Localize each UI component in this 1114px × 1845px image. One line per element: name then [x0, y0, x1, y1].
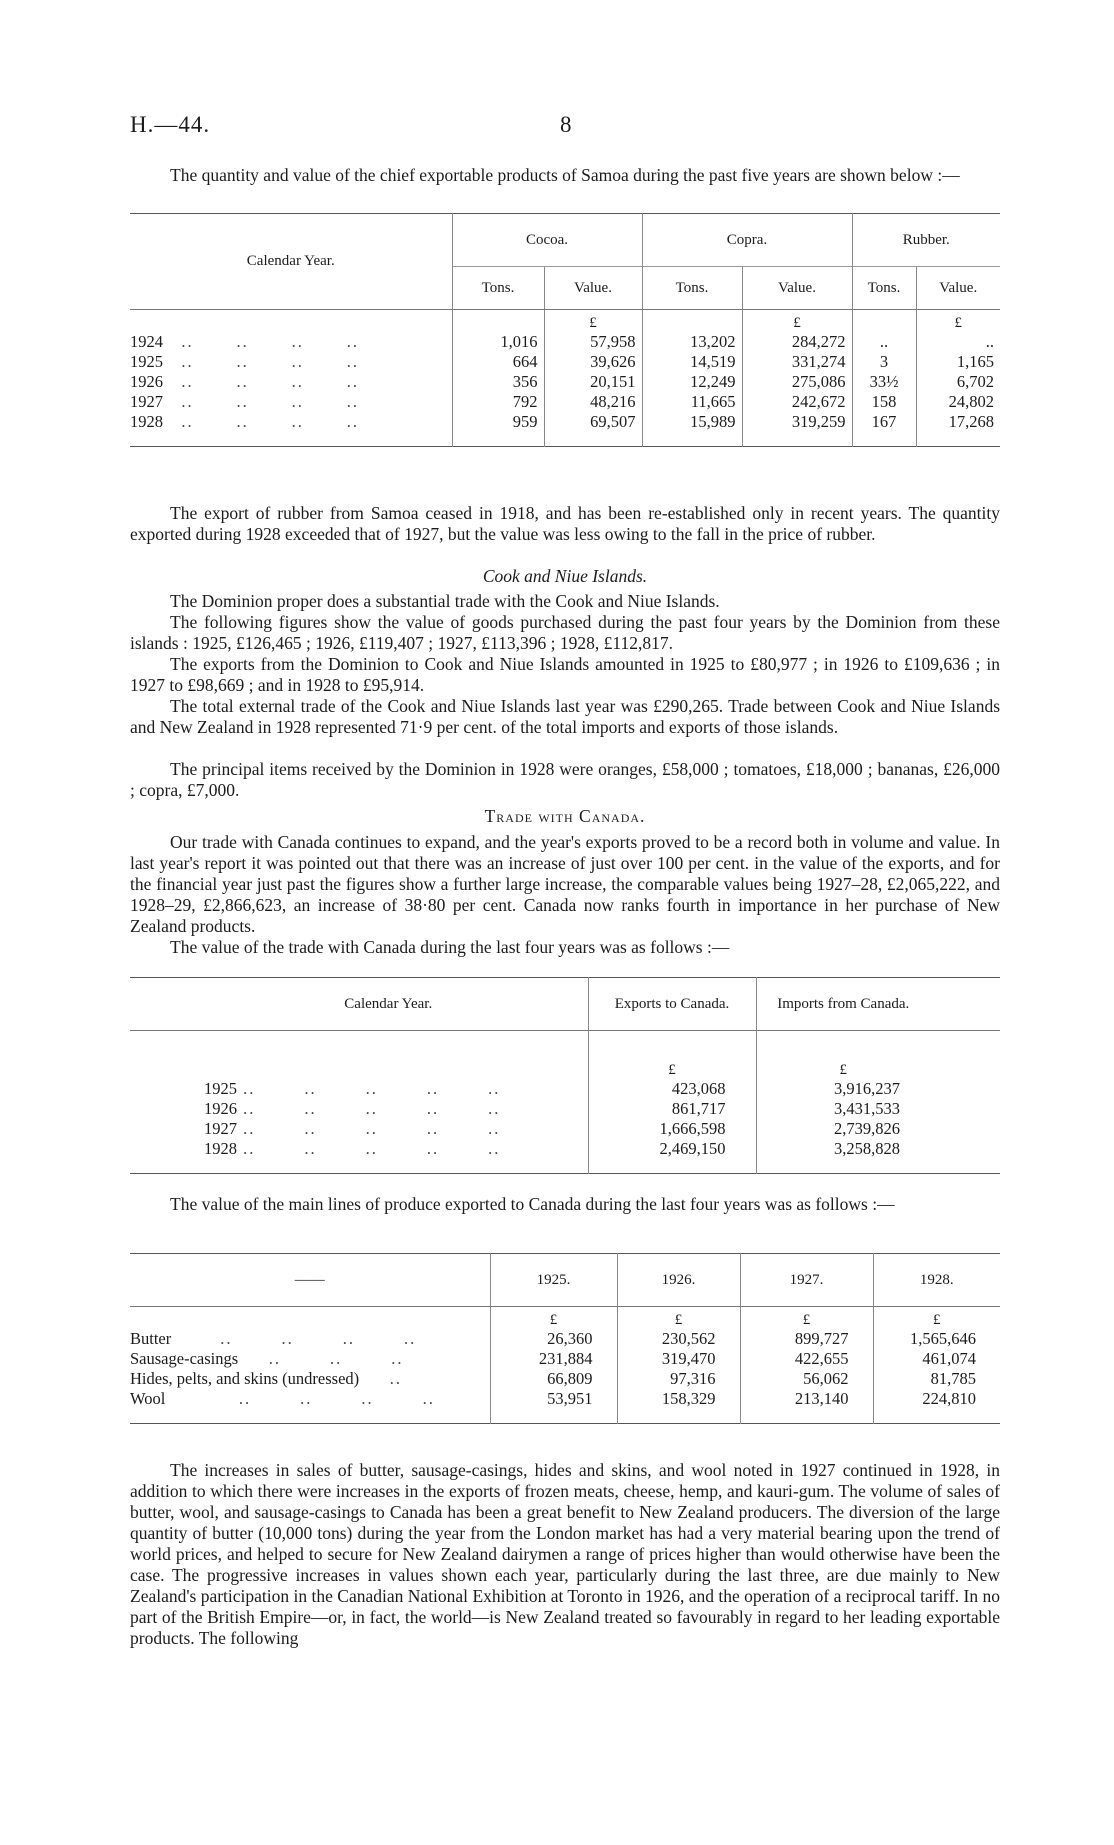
dash-header: —— [130, 1254, 490, 1307]
calendar-year-header: Calendar Year. [130, 978, 588, 1031]
year-1926-header: 1926. [617, 1254, 740, 1307]
rubber-header: Rubber. [852, 214, 1000, 267]
imports-header: Imports from Canada. [756, 978, 930, 1031]
year-1925-header: 1925. [490, 1254, 617, 1307]
year-1927-header: 1927. [740, 1254, 873, 1307]
copra-header: Copra. [642, 214, 852, 267]
cocoa-header: Cocoa. [452, 214, 642, 267]
canada-paragraph: Our trade with Canada continues to expand, and the year's exports proved to be a record both in volume and value. In last year's report it was pointed out that there was an increase of just over 100 per cent. in the value of the exports, and for the financial year just past the figures show a further large increase, the comparable values being 1927–28, £2,065,222, and 1928–29, £2,866,623, an increase of 38·80 per cent. Canada now ranks fourth in importance in her purchase of New Zealand products. [130, 832, 1000, 936]
table-row: Butter .. .. .. .. 26,360 230,562 899,727 1,565,646 [130, 1329, 1000, 1349]
cook-paragraph-2: The following figures show the value of goods purchased during the past four years by the Dominion from these islands : 1925, £126,465 ; 1926, £119,407 ; 1927, £113,396 ; 1928, £112,817. [130, 612, 1000, 653]
table-row: 1927 .. .. .. .. 792 48,216 11,665 242,672 158 24,802 [130, 392, 1000, 412]
unit-row: £ £ £ £ [130, 1307, 1000, 1330]
subheader: Value. [742, 267, 852, 310]
subheader: Tons. [852, 267, 916, 310]
cook-niue-heading: Cook and Niue Islands. [482, 566, 648, 586]
document-code: H.—44. [130, 112, 211, 137]
subheader: Tons. [642, 267, 742, 310]
exports-header: Exports to Canada. [588, 978, 756, 1031]
cook-paragraph-3: The exports from the Dominion to Cook and Niue Islands amounted in 1925 to £80,977 ; in 1926 to £109,636 ; in 1927 to £98,669 ; and in 1928 to £95,914. [130, 654, 1000, 695]
year-1928-header: 1928. [873, 1254, 1000, 1307]
cook-paragraph-4: The total external trade of the Cook and Niue Islands last year was £290,265. Trade between Cook and Niue Islands and New Zealand in 1928 represented 71·9 per cent. of the total imports and exports of those islands. [130, 696, 1000, 737]
canada-trade-table [130, 977, 1000, 1174]
subheader: Tons. [452, 267, 544, 310]
table-row: 1927 .. .. .. .. .. 1,666,598 2,739,826 [130, 1119, 1000, 1139]
table-row: 1925 .. .. .. .. .. 423,068 3,916,237 [130, 1079, 1000, 1099]
table-row: 1926 .. .. .. .. 356 20,151 12,249 275,086 33½ 6,702 [130, 372, 1000, 392]
closing-paragraph: The increases in sales of butter, sausage-casings, hides and skins, and wool noted in 1927 continued in 1928, in addition to which there were increases in the exports of frozen meats, cheese, hemp, and kauri-gum. The volume of sales of butter, wool, and sausage-casings to Canada has been a great benefit to New Zealand producers. The diversion of the large quantity of butter (10,000 tons) during the year from the London market has had a very material bearing upon the trend of world prices, and helped to secure for New Zealand dairymen a range of prices higher than would otherwise have been the case. The progressive increases in values shown each year, particularly during the last three, are due mainly to New Zealand's participation in the Canadian National Exhibition at Toronto in 1926, and the operation of a reciprocal tariff. In no part of the British Empire—or, in fact, the world—is New Zealand treated so favourably in regard to her leading exportable products. The following [130, 1460, 1000, 1648]
produce-intro: The value of the main lines of produce exported to Canada during the last four years was as follows :— [170, 1194, 895, 1214]
cook-paragraph-5: The principal items received by the Dominion in 1928 were oranges, £58,000 ; tomatoes, £18,000 ; bananas, £26,000 ; copra, £7,000. [130, 759, 1000, 800]
unit-row: £ £ £ [130, 310, 1000, 333]
table-row: Wool .. .. .. .. 53,951 158,329 213,140 224,810 [130, 1389, 1000, 1409]
table-row: Hides, pelts, and skins (undressed) .. 66,809 97,316 56,062 81,785 [130, 1369, 1000, 1389]
subheader: Value. [916, 267, 1000, 310]
trade-with-canada-heading: Trade with Canada. [484, 806, 646, 826]
cook-paragraph-1: The Dominion proper does a substantial trade with the Cook and Niue Islands. [170, 591, 720, 611]
canada-intro: The value of the trade with Canada during the last four years was as follows :— [170, 937, 730, 957]
produce-exports-table [130, 1253, 1000, 1424]
page-header [130, 112, 1000, 142]
table-row: 1928 .. .. .. .. 959 69,507 15,989 319,259 167 17,268 [130, 412, 1000, 432]
page-number: 8 [560, 112, 572, 137]
table-row: Sausage-casings .. .. .. 231,884 319,470 422,655 461,074 [130, 1349, 1000, 1369]
unit-row: £ £ [130, 1057, 1000, 1079]
samoa-intro: The quantity and value of the chief exportable products of Samoa during the past five years are shown below :— [170, 165, 960, 185]
subheader: Value. [544, 267, 642, 310]
samoa-exports-table [130, 213, 1000, 447]
table-row: 1925 .. .. .. .. 664 39,626 14,519 331,274 3 1,165 [130, 352, 1000, 372]
table-row: 1928 .. .. .. .. .. 2,469,150 3,258,828 [130, 1139, 1000, 1159]
rubber-paragraph: The export of rubber from Samoa ceased in 1918, and has been re-established only in recent years. The quantity exported during 1928 exceeded that of 1927, but the value was less owing to the fall in the price of rubber. [130, 503, 1000, 544]
table-row: 1926 .. .. .. .. .. 861,717 3,431,533 [130, 1099, 1000, 1119]
calendar-year-header: Calendar Year. [130, 214, 452, 310]
table-row: 1924 .. .. .. .. 1,016 57,958 13,202 284,272 .. .. [130, 332, 1000, 352]
